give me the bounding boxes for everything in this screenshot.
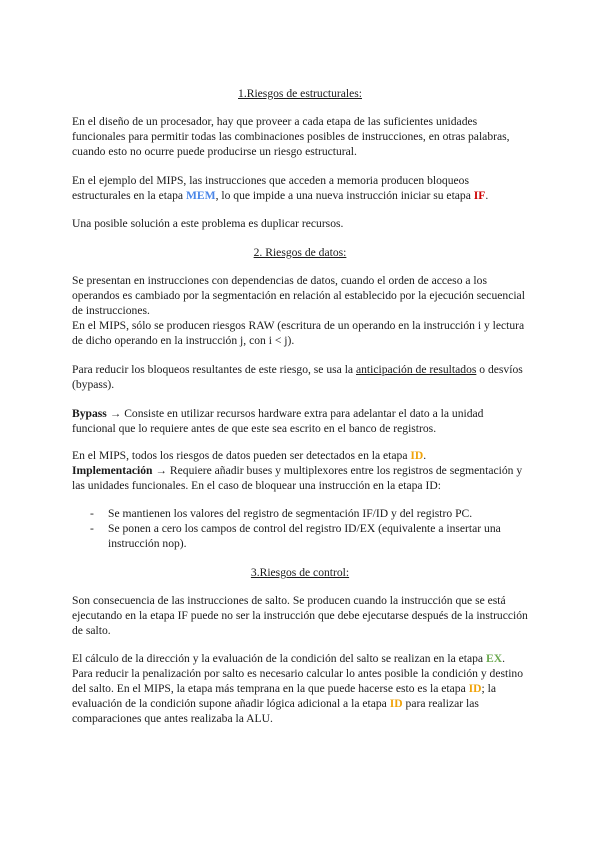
text-span: Para reducir los bloqueos resultantes de este riesgo, se usa la (72, 363, 356, 376)
stage-id-label: ID (389, 697, 403, 710)
implementation-term: Implementación (72, 464, 153, 477)
section-heading-data: 2. Riesgos de datos: (253, 246, 347, 259)
text-span: . Para reducir la penalización por salto es necesario calcular lo antes posible la condición y destino del salto. En el MIPS, la etapa más temprana en la que puede hacerse esto es la etapa (72, 652, 524, 695)
bypass-term: Bypass (72, 407, 107, 420)
paragraph: Son consecuencia de las instrucciones de salto. Se producen cuando la instrucción que se está ejecutando en la etapa IF puede no ser la instrucción que debe ejecutarse después de la instrucción de salto. (72, 594, 528, 637)
text-span: , lo que impide a una nueva instrucción iniciar su etapa (215, 189, 474, 202)
text-span: . (485, 189, 489, 202)
paragraph: Una posible solución a este problema es duplicar recursos. (72, 217, 344, 230)
text-span: El cálculo de la dirección y la evaluación de la condición del salto se realizan en la etapa (72, 652, 486, 665)
bullet-list (72, 506, 528, 551)
dash-marker: - (90, 522, 94, 535)
paragraph (72, 448, 528, 463)
list-item-text: Se mantienen los valores del registro de segmentación IF/ID y del registro PC. (108, 507, 473, 520)
paragraph (72, 362, 528, 392)
text-span: → Requiere añadir buses y multiplexores entre los registros de segmentación y las unidades funcionales. En el caso de bloquear una instrucción en la etapa ID: (72, 464, 523, 492)
text-span: En el MIPS, todos los riesgos de datos pueden ser detectados en la etapa (72, 449, 411, 462)
text-span: . (423, 449, 427, 462)
text-span: o desvíos (bypass). (72, 363, 523, 391)
section-heading-control: 3.Riesgos de control: (250, 566, 350, 579)
dash-marker: - (90, 507, 94, 520)
text-span: para realizar las comparaciones que antes realizaba la ALU. (72, 697, 479, 725)
paragraph (72, 173, 528, 203)
stage-ex-label: EX (485, 652, 503, 665)
list-item (72, 521, 528, 551)
stage-if-label: IF (473, 189, 486, 202)
paragraph: En el MIPS, sólo se producen riesgos RAW (escritura de un operando en la instrucción i y lectura de dicho operando en la instrucción j, con i < j). (72, 319, 525, 347)
stage-id-label: ID (410, 449, 424, 462)
list-item-text: Se ponen a cero los campos de control del registro ID/EX (equivalente a insertar una instrucción nop). (108, 522, 501, 550)
paragraph (72, 463, 528, 493)
paragraph: Se presentan en instrucciones con dependencias de datos, cuando el orden de acceso a los operandos es cambiado por la segmentación en relación al establecido por la ejecución secuencial de instrucciones. (72, 274, 525, 317)
section-heading-structural: 1.Riesgos de estructurales: (238, 87, 362, 100)
anticipation-underlined: anticipación de resultados (355, 363, 477, 376)
text-span: En el ejemplo del MIPS, las instrucciones que acceden a memoria producen bloqueos estructurales en la etapa (72, 174, 469, 202)
paragraph: En el diseño de un procesador, hay que proveer a cada etapa de las suficientes unidades funcionales para permitir todas las combinaciones posibles de instrucciones, en otras palabras, cuando esto no ocurre puede producirse un riesgo estructural. (72, 115, 510, 158)
paragraph (72, 406, 528, 436)
text-span: → Consiste en utilizar recursos hardware extra para adelantar el dato a la unidad funcional que lo requiere antes de que este sea escrito en el banco de registros. (72, 407, 484, 435)
stage-id-label: ID (468, 682, 482, 695)
paragraph (72, 651, 528, 726)
list-item (72, 506, 528, 521)
text-span: ; la evaluación de la condición supone añadir lógica adicional a la etapa (72, 682, 497, 710)
stage-mem-label: MEM (185, 189, 216, 202)
